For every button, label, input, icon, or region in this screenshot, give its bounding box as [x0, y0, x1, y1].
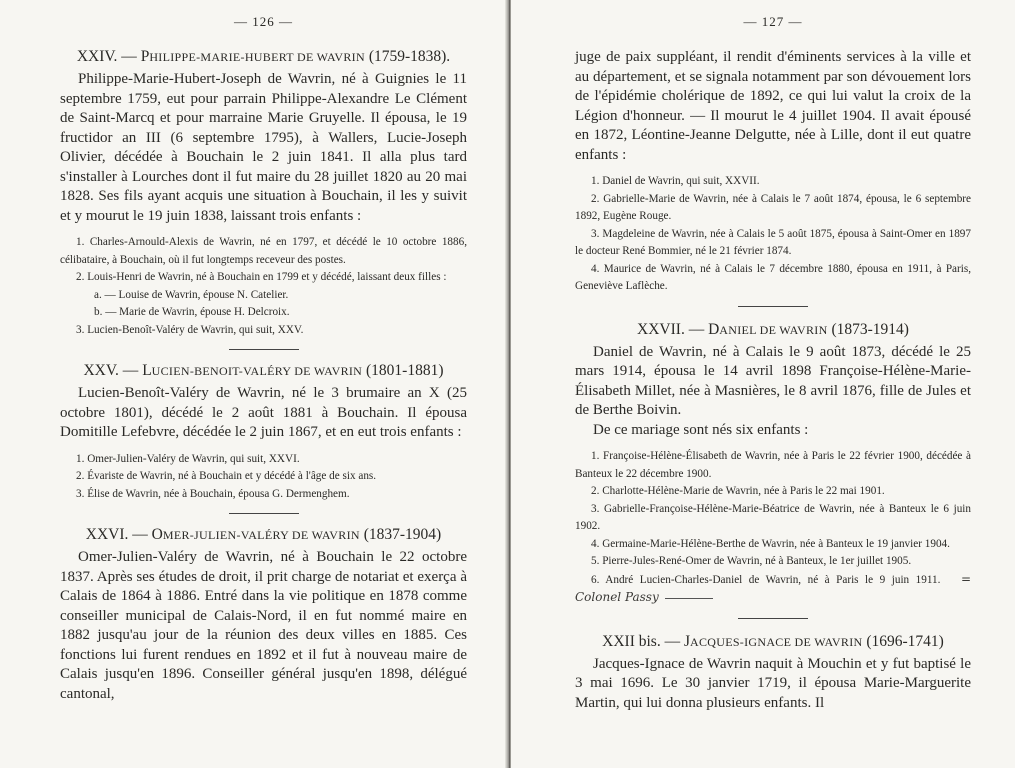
list-item: 4. Maurice de Wavrin, né à Calais le 7 décembre 1880, épousa en 1911, à Paris, Geneviève Laflèche. [575, 262, 971, 292]
list-item: 1. Omer-Julien-Valéry de Wavrin, qui suit, XXVI. [76, 452, 300, 465]
list-item: 1. Charles-Arnould-Alexis de Wavrin, né en 1797, et décédé le 10 octobre 1886, célibataire, à Bouchain, où il fut longtemps receveur des postes. [60, 236, 467, 266]
section-dates: (1873-1914) [831, 320, 909, 338]
paragraph-xxvi-continued: juge de paix suppléant, il rendit d'éminents services à la ville et au département, et se signala notamment par son dévouement lors de l'épidémie cholérique de 1892, ce qui lui valut la croix de la Légion d'honneur. — Il mourut le 4 juillet 1904. Il avait épousé en 1872, Léontine-Jeanne Delgutte, née à Lille, dont il eut quatre enfants : [575, 49, 971, 163]
name-initial: L [142, 362, 152, 379]
section-dates: (1696-1741) [866, 632, 944, 650]
section-heading-xxii-bis [575, 633, 971, 651]
list-item: 1. Françoise-Hélène-Élisabeth de Wavrin, née à Paris le 22 février 1900, décédée à Banteux le 22 décembre 1900. [575, 450, 971, 480]
section-heading-xxvii [575, 321, 971, 339]
right-page [511, 0, 1015, 768]
list-item: 2. Louis-Henri de Wavrin, né à Bouchain en 1799 et y décédé, laissant deux filles : [76, 271, 447, 283]
name-initial: O [151, 526, 163, 543]
section-dates: (1837-1904) [363, 526, 442, 543]
children-list-xxv [60, 451, 467, 504]
separator-line [229, 349, 299, 350]
annotation-underline [665, 598, 713, 599]
paragraph-xxii-bis: Jacques-Ignace de Wavrin naquit à Mouchin et y fut baptisé le 3 mai 1696. Le 30 janvier 1719, il épousa Marie-Marguerite Martin, qui lui donna plusieurs enfants. Il [575, 655, 971, 711]
left-page [0, 0, 507, 768]
list-item: 5. Pierre-Jules-René-Omer de Wavrin, né à Banteux, le 1er juillet 1905. [591, 555, 912, 567]
list-item: 3. Élise de Wavrin, née à Bouchain, épousa G. Dermenghem. [76, 487, 350, 500]
page-number-right: — 127 — [743, 14, 803, 29]
page-number-left: — 126 — [234, 14, 293, 29]
list-item: a. — Louise de Wavrin, épouse N. Catelier. [94, 288, 289, 301]
list-item: 2. Charlotte-Hélène-Marie de Wavrin, née à Paris le 22 mai 1901. [591, 485, 885, 497]
list-item-with-annotation [575, 571, 971, 608]
paragraph-xxvii: Daniel de Wavrin, né à Calais le 9 août 1873, décédé le 25 mars 1914, épousa le 14 avril 1898 Françoise-Hélène-Marie-Élisabeth Millet, née à Masnières, le 8 avril 1876, fille de Jules et de Berthe Boivin. [575, 343, 971, 418]
separator-line [738, 618, 808, 619]
section-name: ANIEL DE WAVRIN [719, 322, 828, 337]
section-number: XXVI. — [85, 526, 148, 543]
section-name: ACQUES-IGNACE DE WAVRIN [690, 634, 863, 649]
list-item: 3. Gabrielle-Françoise-Hélène-Marie-Béatrice de Wavrin, née à Banteux le 6 juin 1902. [575, 502, 971, 532]
list-item: 3. Magdeleine de Wavrin, née à Calais le 5 août 1875, épousa à Saint-Omer en 1897 le docteur René Bommier, né le 21 février 1874. [575, 227, 971, 257]
children-list-xxvii [575, 448, 971, 608]
section-heading-xxiv [60, 48, 467, 66]
list-item: 4. Germaine-Marie-Hélène-Berthe de Wavrin, née à Banteux le 19 janvier 1904. [591, 537, 950, 550]
section-number: XXII bis. — [602, 632, 681, 650]
separator-line [738, 306, 808, 307]
section-number: XXVII. — [637, 320, 705, 338]
paragraph-xxiv: Philippe-Marie-Hubert-Joseph de Wavrin, né à Guignies le 11 septembre 1759, eut pour parrain Philippe-Alexandre Le Clément de Saint-Marcq et pour marraine Marie Gruyelle. Il épousa, le 19 fructidor an III (6 septembre 1795), à Wallers, Lucie-Joseph Olivier, décédée à Bouchain le 2 juin 1841. Il alla plus tard s'installer à Lourches dont il fut maire du 28 juillet 1820 au 20 mai 1828. Ses fils ayant acquis une situation à Bouchain, il les y suivit et y mourut le 19 juin 1838, laissant trois enfants : [60, 71, 467, 224]
list-item: 3. Lucien-Benoît-Valéry de Wavrin, qui suit, XXV. [76, 323, 304, 336]
list-item: 1. Daniel de Wavrin, qui suit, XXVII. [591, 175, 760, 187]
children-list-xxiv [60, 234, 467, 339]
section-name: UCIEN-BENOIT-VALÉRY DE WAVRIN [151, 364, 363, 378]
list-item-text: 6. André Lucien-Charles-Daniel de Wavrin, né à Paris le 9 juin 1911. [591, 573, 941, 586]
paragraph-xxv: Lucien-Benoît-Valéry de Wavrin, né le 3 brumaire an X (25 octobre 1801), décédé le 2 août 1881 à Bouchain. Il épousa Domitille Lefebvre, décédée le 2 juin 1867, et en eut trois enfants : [60, 385, 467, 440]
paragraph-xxvi: Omer-Julien-Valéry de Wavrin, né à Bouchain le 22 octobre 1837. Après ses études de droit, il prit charge de notariat et exerça à Calais de 1864 à 1886. Entré dans la vie politique en 1878 comme conseiller municipal de Calais-Nord, il en fut nommé maire en 1882 jusqu'au jour de la réunion des deux villes en 1885. Ces fonctions lui furent rendues en 1892 et il fut à nouveau maire de Calais jusqu'en 1896. Conseiller général jusqu'en 1898, délégué cantonal, [60, 549, 467, 702]
separator-line [229, 513, 299, 514]
list-item: 2. Gabrielle-Marie de Wavrin, née à Calais le 7 août 1874, épousa, le 6 septembre 1892, Eugène Rouge. [575, 192, 971, 222]
name-initial: P [140, 48, 150, 65]
section-heading-xxvi [60, 526, 467, 544]
section-name: MER-JULIEN-VALÉRY DE WAVRIN [162, 528, 360, 542]
name-initial: D [708, 320, 720, 338]
section-dates: (1759-1838). [368, 48, 451, 65]
section-number: XXV. — [83, 362, 139, 379]
name-initial: J [683, 632, 690, 650]
section-dates: (1801-1881) [366, 362, 444, 379]
list-item: 2. Évariste de Wavrin, né à Bouchain et y décédé à l'âge de six ans. [76, 470, 377, 482]
children-list-xxvi [575, 173, 971, 296]
list-item: b. — Marie de Wavrin, épouse H. Delcroix. [94, 306, 290, 318]
handwritten-annotation: = Colonel Passy [575, 571, 971, 604]
paragraph-xxvii-children-intro: De ce mariage sont nés six enfants : [593, 421, 809, 438]
section-heading-xxv [60, 362, 467, 380]
section-name: HILIPPE-MARIE-HUBERT DE WAVRIN [149, 50, 365, 64]
section-number: XXIV. — [76, 48, 137, 65]
